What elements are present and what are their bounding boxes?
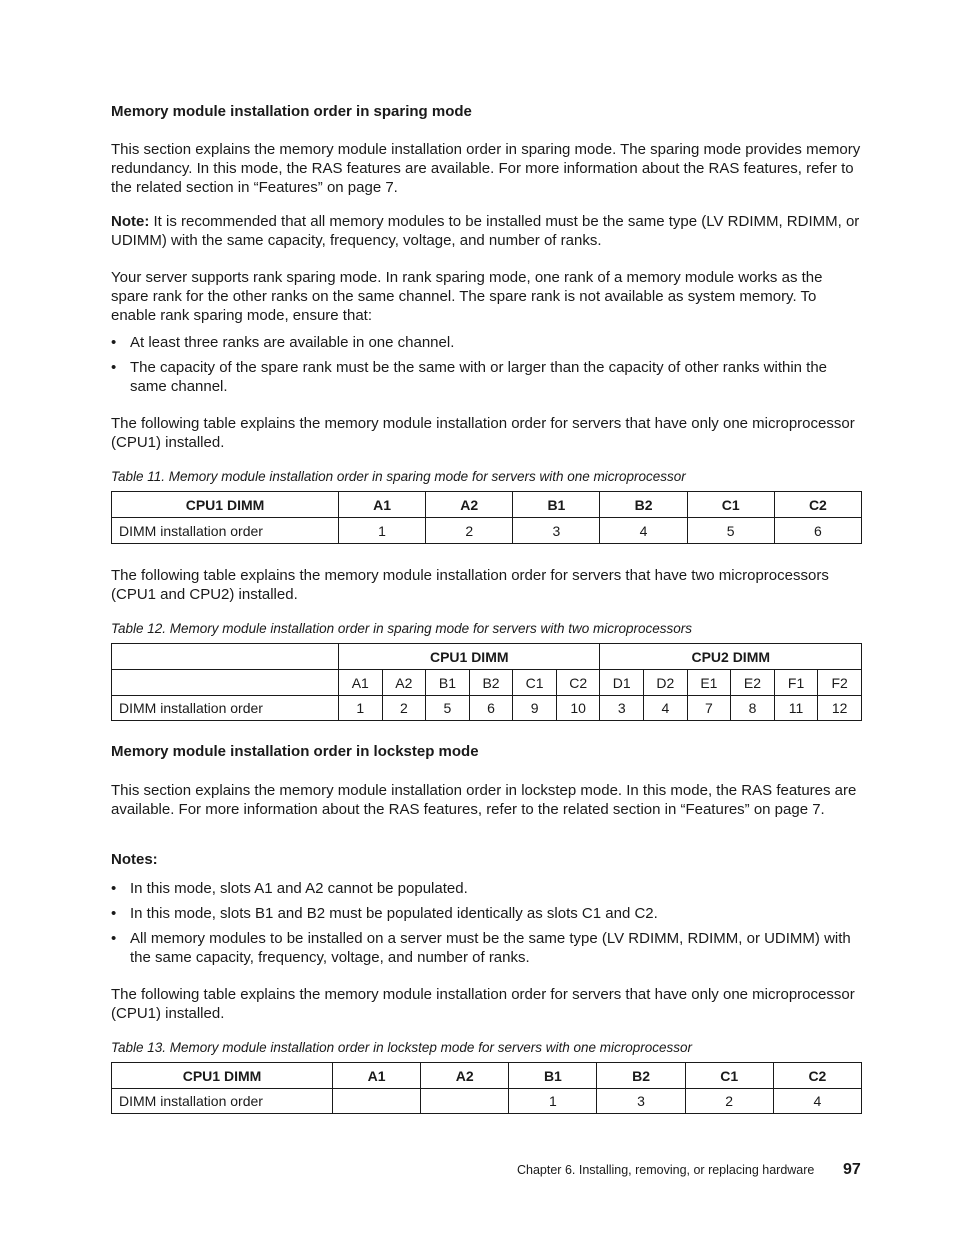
sparing-intro: This section explains the memory module installation order in sparing mode. The sparing mode provides memory redundancy. In this mode, the RAS features are available. For more information about the RAS features, refer to the related section in “Features” on page 7. xyxy=(111,141,861,196)
bullet-icon: • xyxy=(111,359,117,376)
table-header-row: CPU1 DIMM A1 A2 B1 B2 C1 C2 xyxy=(112,1063,862,1089)
table11 xyxy=(111,491,862,544)
footer-chapter: Chapter 6. Installing, removing, or replacing hardware xyxy=(517,1163,815,1177)
rank-sparing-text: Your server supports rank sparing mode. In rank sparing mode, one rank of a memory module works as the spare rank for the other ranks on the same channel. The spare rank is not available as system memory. To enable rank sparing mode, ensure that: xyxy=(111,269,823,324)
lockstep-heading: Memory module installation order in lockstep mode xyxy=(111,743,479,760)
note-text: It is recommended that all memory modules to be installed must be the same type (LV RDIMM, RDIMM, or UDIMM) with the same capacity, frequency, voltage, and number of ranks. xyxy=(111,213,860,249)
table12 xyxy=(111,643,862,721)
bullet-icon: • xyxy=(111,930,117,947)
table-row: DIMM installation order 1 2 3 4 5 6 xyxy=(112,518,862,544)
table13 xyxy=(111,1062,862,1114)
lockstep-intro: This section explains the memory module installation order in lockstep mode. In this mode, the RAS features are available. For more information about the RAS features, refer to the related section in “Features” on page 7. xyxy=(111,782,857,818)
table-slot-row: A1 A2 B1 B2 C1 C2 D1 D2 E1 E2 F1 F2 xyxy=(112,670,862,696)
sparing-note xyxy=(111,212,862,250)
table11-caption: Table 11. Memory module installation order in sparing mode for servers with one microprocessor xyxy=(111,469,686,484)
page-number: 97 xyxy=(843,1161,861,1178)
sparing-heading: Memory module installation order in sparing mode xyxy=(111,103,472,120)
bullet-icon: • xyxy=(111,880,117,897)
two-cpu-intro: The following table explains the memory module installation order for servers that have two microprocessors (CPU1 and CPU2) installed. xyxy=(111,567,829,603)
notes-label: Notes: xyxy=(111,851,158,868)
table12-caption: Table 12. Memory module installation order in sparing mode for servers with two microprocessors xyxy=(111,621,692,636)
table13-caption: Table 13. Memory module installation order in lockstep mode for servers with one microprocessor xyxy=(111,1040,693,1055)
table-row: DIMM installation order 1 2 5 6 9 10 3 4 7 8 11 12 xyxy=(112,696,862,721)
bullet-icon: • xyxy=(111,905,117,922)
lockstep-one-cpu-intro: The following table explains the memory module installation order for servers that have only one microprocessor (CPU1) installed. xyxy=(111,986,855,1022)
table-header-row: CPU1 DIMM A1 A2 B1 B2 C1 C2 xyxy=(112,492,862,518)
bullet-icon: • xyxy=(111,334,117,351)
table-row: DIMM installation order 1 3 2 4 xyxy=(112,1089,862,1114)
note-label: Note: xyxy=(111,213,150,230)
one-cpu-intro: The following table explains the memory module installation order for servers that have only one microprocessor (CPU1) installed. xyxy=(111,415,855,451)
table-group-header-row: CPU1 DIMM CPU2 DIMM xyxy=(112,644,862,670)
